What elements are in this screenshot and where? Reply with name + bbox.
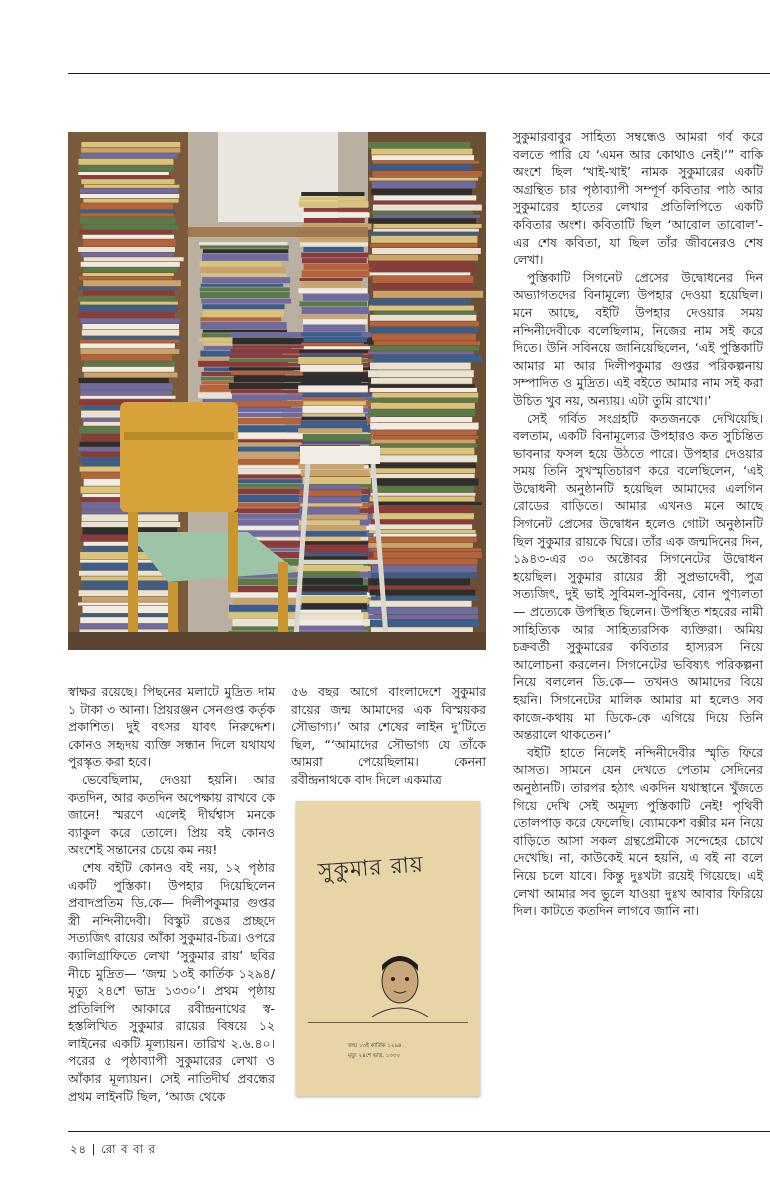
paragraph: ভেবেছিলাম, দেওয়া হয়নি। আর কতদিন, আর কতদিন অপেক্ষায় রাখবে কে জানে! স্মরণে এলেই দীর্ঘশ্বাস মনকে ব্যাকুল করে তোলে। প্রিয় বই কোনও অংশেই সন্তানের চেয়ে কম নয়!: [68, 771, 275, 858]
paragraph: বইটি হাতে নিলেই নন্দিনীদেবীর স্মৃতি ফিরে আসত। সামনে যেন দেখতে পেতাম সেদিনের অনুষ্ঠানটি। তারপর হঠাৎ একদিন যথাস্থানে খুঁজতে গিয়ে দেখি সেই অমূল্য পুস্তিকাটি নেই! পৃথিবী তোলপাড় করে ফেলেছি। ব্যোমকেশ বক্সীর মন নিয়ে বাড়িতে আসা সকল গ্রন্থপ্রেমীকে সন্দেহের চোখে দেখেছি। না, কাউকেই মনে হয়নি, এ বই না বলে নিয়ে চলে যাবে। কিন্তু দুঃখটা রয়েই গিয়েছে। এই লেখা আমার সব ভুলে যাওয়া দুঃখ আবার ফিরিয়ে দিল। কাটতে কতদিন লাগবে জানি না।: [513, 744, 763, 919]
bookshop-photo: [68, 132, 486, 650]
paragraph: সুকুমারবাবুর সাহিত্য সম্বন্ধেও আমরা গর্ব করে বলতে পারি যে ‘এমন আর কোথাও নেই।’” বাকি অংশে ছিল ‘খাই-খাই’ নামক সুকুমারের একটি অগ্রন্থিত চার পৃষ্ঠাব্যাপী সম্পূর্ণ কবিতার পাঠ আর সুকুমারের হাতের লেখার প্রতিলিপিতে একটি কবিতার অংশ। কবিতাটি ছিল ‘আবোল তাবোল’-এর শেষ কবিতা, যা ছিল তাঁর জীবনেরও শেষ লেখা।: [513, 129, 763, 268]
paragraph: স্বাক্ষর রয়েছে। পিছনের মলাটে মুদ্রিত দাম ১ টাকা ৩ আনা। প্রিয়রঞ্জন সেনগুপ্ত কর্তৃক প্রকাশিত। দুই বৎসর যাবৎ নিরুদ্দেশ। কোনও সহৃদয় ব্যক্তি সন্ধান দিলে যথাযথ পুরস্কৃত করা হবে।: [68, 684, 275, 770]
paragraph: সেই গর্বিত সংগ্রহটি কতজনকে দেখিয়েছি। বলতাম, একটি বিনামূল্যের উপহারও কত সুচিন্তিত ভাবনার ফসল হয়ে উঠতে পারে। উপহার দেওয়ার সময় তিনি সুখস্মৃতিচারণ করে বলেছিলেন, ‘এই উদ্বোধনী অনুষ্ঠানটি হয়েছিল আমাদের এলগিন রোডের বাড়িতে। আমার এখনও মনে আছে সিগনেট প্রেসের উদ্বোধন হলেও গোটা অনুষ্ঠানটি ছিল সুকুমার রায়কে ঘিরে। তাঁর এক জন্মদিনের দিন, ১৯৪৩-এর ৩০ অক্টোবর সিগনেটের উদ্বোধন হয়েছিল। সুকুমার রায়ের স্ত্রী সুপ্রভাদেবী, পুত্র সত্যজিৎ, দুই ভাই সুবিমল-সুবিনয়, বোন পুণ্যলতা— প্রত্যেকে উপস্থিত ছিলেন। উপস্থিত শহরের নামী সাহিত্যিক আর সাহিত্যরসিক ব্যক্তিরা। অমিয় চক্রবর্তী সুকুমারের কবিতার হাস্যরস নিয়ে আলোচনা করলেন। সিগনেটের ভবিষ্যৎ পরিকল্পনা নিয়ে বললেন ডি.কে— তখনও আমাদের বিয়ে হয়নি। সিগনেটের মালিক আমার মা হলেও সব কাজে-কথায় মা ডিকে-কে এগিয়ে দিয়ে তিনি অন্তরালে থাকতেন।’: [513, 410, 763, 743]
paragraph: পুস্তিকাটি সিগনেট প্রেসের উদ্বোধনের দিন অভ্যাগতদের বিনামূল্যে উপহার দেওয়া হয়েছিল। মনে আছে, বইটি উপহার দেওয়ার সময় নন্দিনীদেবীকে বলেছিলাম, নিজের নাম সই করে দিতে। উনি সবিনয়ে জানিয়েছিলেন, ‘এই পুস্তিকাটি আমার মা আর দিলীপকুমার গুপ্তর পরিকল্পনায় সম্পাদিত ও মুদ্রিত। এই বইতে আমার নাম সই করা উচিত খুব নয়, অন্যায়। এটা তুমি রাখো।’: [513, 269, 763, 408]
page-number: ২৪: [70, 1142, 87, 1156]
paragraph: শেষ বইটি কোনও বই নয়, ১২ পৃষ্ঠার একটি পুস্তিকা। উপহার দিয়েছিলেন প্রবাদপ্রতিম ডি.কে— দিলীপকুমার গুপ্তর স্ত্রী নন্দিনীদেবী। বিস্কুট রঙের প্রচ্ছদে সত্যজিৎ রায়ের আঁকা সুকুমার-চিত্র। ওপরে ক্যালিগ্রাফিতে লেখা ‘সুকুমার রায়’ ছবির নীচে মুদ্রিত— ‘জন্ম ১৩ই কার্তিক ১২৯৪/ মৃত্যু ২৪শে ভাদ্র ১৩৩০’। প্রথম পৃষ্ঠায় প্রতিলিপি আকারে রবীন্দ্রনাথের স্ব-হস্তলিখিত সুকুমার রায়ের বিষয়ে ১২ লাইনের একটি মূল্যায়ন। তারিখ ২.৬.৪০। পরের ৫ পৃষ্ঠাব্যাপী সুকুমারের লেখা ও আঁকার মূল্যায়ন। সেই নাতিদীর্ঘ প্রবন্ধের প্রথম লাইনটি ছিল, ‘আজ থেকে: [68, 859, 275, 1104]
footer-rule: [68, 1131, 770, 1132]
booklet-cover: [296, 801, 480, 1096]
column-right: [513, 128, 763, 920]
column-middle: [291, 683, 486, 789]
cover-death-date: মৃত্যু ২৪শে ভাদ্র, ১৩৩০: [348, 1053, 401, 1059]
column-left: [68, 683, 275, 1105]
portrait-sketch: [366, 951, 436, 1017]
header-rule: [68, 73, 770, 74]
bookshop-illustration: [68, 132, 486, 650]
cover-title: সুকুমার রায়: [317, 852, 425, 885]
page-footer: [70, 1141, 156, 1160]
footer-separator: |: [91, 1142, 97, 1156]
paragraph: ৫৬ বছর আগে বাংলাদেশে সুকুমার রায়ের জন্ম আমাদের এক বিস্ময়কর সৌভাগ্য।’ আর শেষের লাইন দু’টিতে ছিল, “‘আমাদের সৌভাগ্য যে তাঁকে আমরা পেয়েছিলাম। কেননা রবীন্দ্রনাথকে বাদ দিলে একমাত্র: [291, 684, 486, 787]
cover-birth-date: জন্ম ১৩ই কার্তিক ১২৯৪: [348, 1043, 402, 1049]
section-name: রো ব বা র: [101, 1142, 156, 1156]
cover-divider: [308, 1022, 468, 1023]
